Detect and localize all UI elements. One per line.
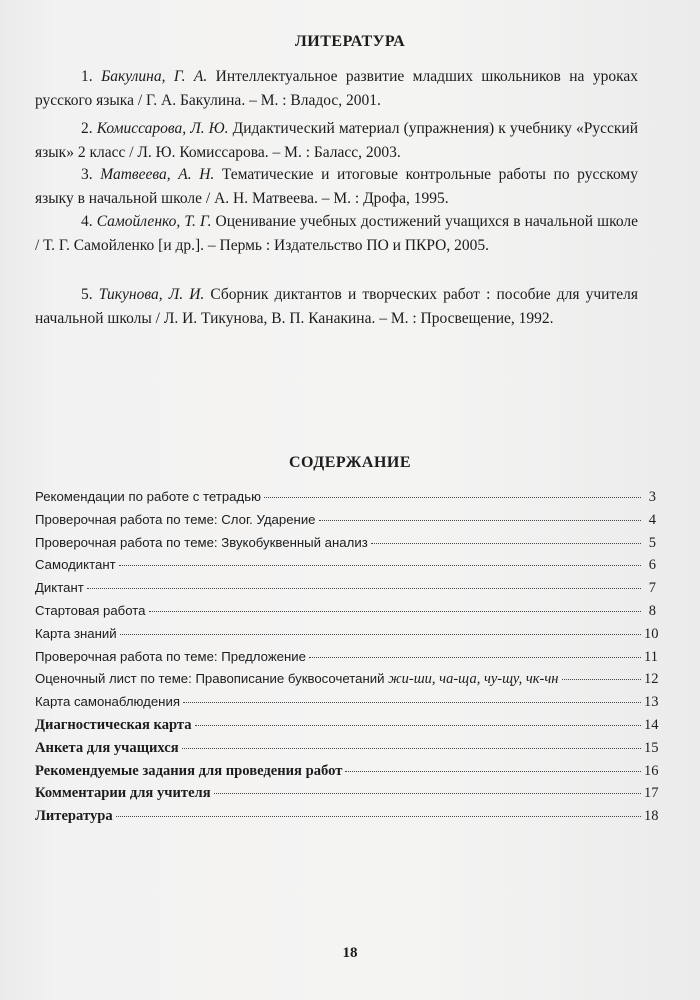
toc-entry xyxy=(35,486,656,509)
toc-page: 5 xyxy=(648,534,656,551)
toc-title: Карта знаний xyxy=(35,625,117,641)
toc-leader xyxy=(87,588,641,589)
literature-heading: ЛИТЕРАТУРА xyxy=(294,33,406,50)
toc-title: Анкета для учащихся xyxy=(35,739,179,756)
toc-leader xyxy=(120,634,641,635)
toc-entry xyxy=(35,668,659,691)
page-number: 18 xyxy=(342,945,358,961)
reference-4 xyxy=(35,210,638,258)
toc-leader xyxy=(182,748,641,749)
ref-author: Комиссарова, Л. Ю. xyxy=(96,120,229,137)
toc-entry xyxy=(35,782,659,805)
ref-author: Бакулина, Г. А. xyxy=(101,68,208,85)
toc-page: 12 xyxy=(644,671,659,688)
reference-3 xyxy=(35,163,638,211)
reference-2 xyxy=(35,117,638,165)
toc-title: Самодиктант xyxy=(35,557,116,573)
toc-title: Диагностическая карта xyxy=(35,716,192,733)
toc-title-italic: жи-ши, ча-ща, чу-щу, чк-чн xyxy=(388,671,559,688)
toc-leader xyxy=(119,565,641,566)
toc-page: 17 xyxy=(644,785,659,802)
toc-title-text: Оценочный лист по теме: Правописание буквосочетаний xyxy=(35,671,389,687)
toc-page: 15 xyxy=(644,739,659,756)
toc-title: Рекомендуемые задания для проведения работ xyxy=(35,762,343,779)
toc-leader xyxy=(264,497,641,498)
ref-number: 3. xyxy=(81,166,93,183)
toc-leader xyxy=(195,725,641,726)
toc-entry xyxy=(35,509,656,532)
ref-number: 4. xyxy=(81,213,93,230)
toc-entry xyxy=(35,532,656,555)
toc-leader xyxy=(371,543,641,544)
ref-number: 2. xyxy=(81,120,93,137)
toc-leader xyxy=(345,771,641,772)
toc-entry xyxy=(35,646,656,669)
toc-title: Проверочная работа по теме: Слог. Ударение xyxy=(35,511,316,527)
ref-author: Тикунова, Л. И. xyxy=(98,286,205,303)
toc-page: 10 xyxy=(644,625,659,642)
table-of-contents xyxy=(35,486,659,828)
toc-title: Карта самонаблюдения xyxy=(35,694,180,710)
toc-page: 18 xyxy=(644,808,659,825)
toc-leader xyxy=(149,611,641,612)
toc-title: Литература xyxy=(35,808,113,825)
toc-title xyxy=(35,668,559,691)
toc-entry xyxy=(35,805,659,828)
reference-1 xyxy=(35,65,638,113)
toc-page: 8 xyxy=(648,602,656,619)
toc-entry xyxy=(35,623,659,646)
ref-text: Оценивание учебных достижений учащихся в начальной школе / Т. Г. Самойленко [и др.]. – Пермь : Издательство ПО и ПКРО, 2005. xyxy=(35,213,638,254)
reference-5 xyxy=(35,283,638,331)
toc-entry xyxy=(35,554,656,577)
toc-title: Диктант xyxy=(35,580,84,596)
ref-number: 5. xyxy=(81,286,93,303)
toc-page: 13 xyxy=(644,694,659,711)
toc-leader xyxy=(214,793,641,794)
toc-page: 3 xyxy=(648,489,656,505)
ref-text: Тематические и итоговые контрольные работы по русскому языку в начальной школе / А. Н. Матвеева. – М. : Дрофа, 1995. xyxy=(35,166,638,207)
toc-entry xyxy=(35,577,656,600)
toc-leader xyxy=(319,520,641,521)
toc-page: 6 xyxy=(648,557,656,574)
toc-entry xyxy=(35,600,656,623)
ref-text: Дидактический материал (упражнения) к учебнику «Русский язык» 2 класс / Л. Ю. Комиссарова. – М. : Баласс, 2003. xyxy=(35,120,639,161)
toc-title: Проверочная работа по теме: Звукобуквенный анализ xyxy=(35,534,368,550)
ref-number: 1. xyxy=(81,68,93,85)
toc-title: Комментарии для учителя xyxy=(35,785,211,802)
toc-page: 4 xyxy=(648,511,656,528)
ref-author: Матвеева, А. Н. xyxy=(100,166,215,183)
toc-leader xyxy=(183,702,641,703)
toc-leader xyxy=(562,679,642,680)
toc-entry xyxy=(35,760,659,783)
toc-entry xyxy=(35,714,659,737)
toc-entry xyxy=(35,691,659,714)
toc-entry xyxy=(35,737,659,760)
ref-author: Самойленко, Т. Г. xyxy=(96,213,212,230)
toc-page: 7 xyxy=(648,580,656,597)
toc-page: 11 xyxy=(644,648,658,665)
toc-title: Рекомендации по работе с тетрадью xyxy=(35,489,261,504)
toc-page: 16 xyxy=(644,762,659,779)
toc-page: 14 xyxy=(644,716,659,733)
ref-text: Интеллектуальное развитие младших школьников на уроках русского языка / Г. А. Бакулина. – М. : Владос, 2001. xyxy=(35,68,639,109)
contents-heading: СОДЕРЖАНИЕ xyxy=(288,454,412,471)
ref-text: Сборник диктантов и творческих работ : пособие для учителя начальной школы / Л. И. Тикунова, В. П. Канакина. – М. : Просвещение, 1992. xyxy=(35,286,638,327)
toc-leader xyxy=(116,816,641,817)
toc-leader xyxy=(309,657,641,658)
toc-title: Проверочная работа по теме: Предложение xyxy=(35,648,306,664)
toc-title: Стартовая работа xyxy=(35,602,146,618)
